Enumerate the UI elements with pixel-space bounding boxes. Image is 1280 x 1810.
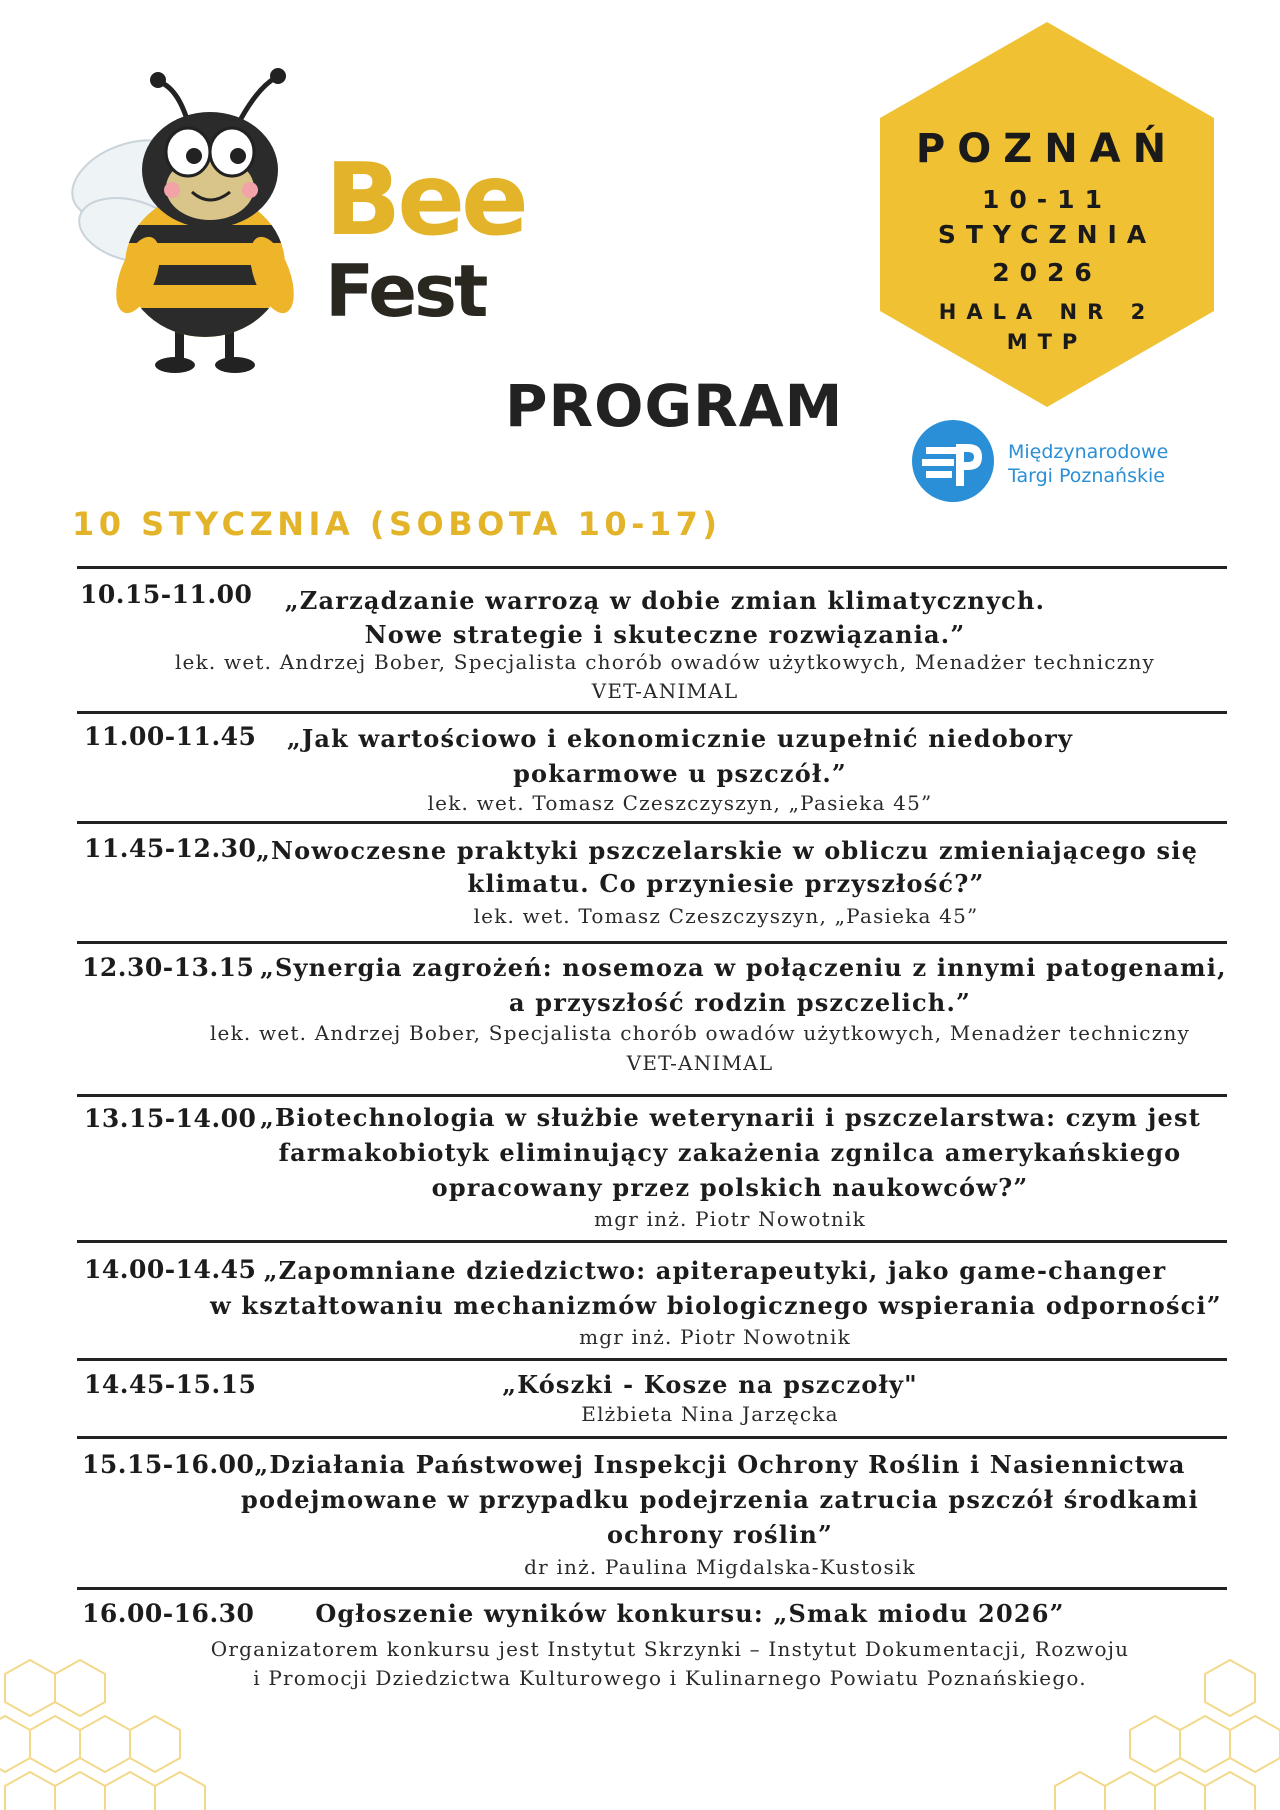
page-title: PROGRAM <box>505 372 844 440</box>
session-title: pokarmowe u pszczół.” <box>513 759 847 788</box>
session-speaker: lek. wet. Andrzej Bober, Specjalista chorób owadów użytkowych, Menadżer techniczny <box>174 650 1156 674</box>
session-speaker: lek. wet. Tomasz Czeszczyszyn, „Pasieka 45” <box>427 791 933 815</box>
session-speaker: VET-ANIMAL <box>591 679 739 703</box>
session-speaker: mgr inż. Piotr Nowotnik <box>579 1325 851 1349</box>
session-title: w kształtowaniu mechanizmów biologicznego wspierania odporności” <box>210 1291 1222 1320</box>
session-title: „Zarządzanie warrozą w dobie zmian klimatycznych. <box>284 586 1046 615</box>
badge-month: STYCZNIA <box>937 220 1157 249</box>
badge-year: 2026 <box>992 258 1102 287</box>
organizer-name-line1: Międzynarodowe <box>1008 441 1169 463</box>
session-title: „Kószki - Kosze na pszczoły" <box>502 1370 918 1399</box>
organizer-name <box>1008 440 1168 488</box>
session-title: „Synergia zagrożeń: nosemoza w połączeniu z innymi patogenami, <box>260 953 1227 982</box>
session-speaker: mgr inż. Piotr Nowotnik <box>594 1207 866 1231</box>
section-divider <box>77 1587 1227 1590</box>
session-title: „Działania Państwowej Inspekcji Ochrony Roślin i Nasiennictwa <box>254 1450 1186 1479</box>
session-time: 16.00-16.30 <box>82 1599 255 1628</box>
logo-word-bee: Bee <box>325 141 525 258</box>
session-time: 11.45-12.30 <box>84 834 257 863</box>
session-time: 12.30-13.15 <box>82 953 255 982</box>
session-title: ochrony roślin” <box>606 1520 834 1549</box>
session-speaker: Elżbieta Nina Jarzęcka <box>581 1402 839 1426</box>
session-speaker: lek. wet. Tomasz Czeszczyszyn, „Pasieka 45” <box>473 904 979 928</box>
session-title: Ogłoszenie wyników konkursu: „Smak miodu 2026” <box>315 1599 1065 1628</box>
session-title: „Zapomniane dziedzictwo: apiterapeutyki, jako game-changer <box>263 1256 1167 1285</box>
session-title: „Nowoczesne praktyki pszczelarskie w obliczu zmieniającego się <box>256 836 1199 865</box>
honeycomb-decoration-left <box>0 1640 260 1810</box>
session-title: „Biotechnologia w służbie weterynarii i pszczelarstwa: czym jest <box>260 1103 1202 1132</box>
session-title: a przyszłość rodzin pszczelich.” <box>508 988 972 1017</box>
session-speaker: VET-ANIMAL <box>626 1051 774 1075</box>
session-time: 14.00-14.45 <box>84 1255 257 1284</box>
session-speaker: dr inż. Paulina Migdalska-Kustosik <box>524 1555 916 1579</box>
session-time: 10.15-11.00 <box>80 580 253 609</box>
session-time: 14.45-15.15 <box>84 1370 257 1399</box>
mtp-logo-icon <box>912 420 994 502</box>
section-divider <box>77 711 1227 714</box>
bee-mascot-icon <box>60 60 330 380</box>
section-divider <box>77 821 1227 824</box>
session-title: farmakobiotyk eliminujący zakażenia zgnilca amerykańskiego <box>278 1138 1182 1167</box>
session-title: podejmowane w przypadku podejrzenia zatrucia pszczół środkami <box>241 1485 1199 1514</box>
session-title: klimatu. Co przyniesie przyszłość?” <box>467 869 985 898</box>
session-title: Nowe strategie i skuteczne rozwiązania.” <box>364 620 966 649</box>
section-divider <box>77 941 1227 944</box>
session-title: opracowany przez polskich naukowców?” <box>431 1173 1029 1202</box>
section-divider <box>77 1436 1227 1439</box>
badge-city: POZNAŃ <box>915 126 1179 172</box>
session-speaker: i Promocji Dziedzictwa Kulturowego i Kulinarnego Powiatu Poznańskiego. <box>253 1666 1087 1690</box>
session-speaker: lek. wet. Andrzej Bober, Specjalista chorób owadów użytkowych, Menadżer techniczny <box>209 1021 1191 1045</box>
section-divider <box>77 1358 1227 1361</box>
section-divider <box>77 1240 1227 1243</box>
session-title: „Jak wartościowo i ekonomicznie uzupełnić niedobory <box>286 724 1074 753</box>
section-divider <box>77 1094 1227 1097</box>
organizer-name-line2: Targi Poznańskie <box>1008 465 1165 487</box>
session-time: 15.15-16.00 <box>82 1450 255 1479</box>
section-divider <box>77 566 1227 569</box>
session-speaker: Organizatorem konkursu jest Instytut Skrzynki – Instytut Dokumentacji, Rozwoju <box>210 1637 1130 1661</box>
logo-word-fest: Fest <box>325 249 486 333</box>
session-time: 11.00-11.45 <box>84 722 257 751</box>
badge-hall: HALA NR 2 <box>938 300 1156 324</box>
honeycomb-decoration-right <box>1030 1640 1280 1810</box>
day-heading: 10 STYCZNIA (SOBOTA 10-17) <box>72 505 722 543</box>
session-time: 13.15-14.00 <box>84 1104 257 1133</box>
badge-dates: 10-11 <box>982 185 1112 214</box>
badge-venue: MTP <box>1006 330 1088 354</box>
